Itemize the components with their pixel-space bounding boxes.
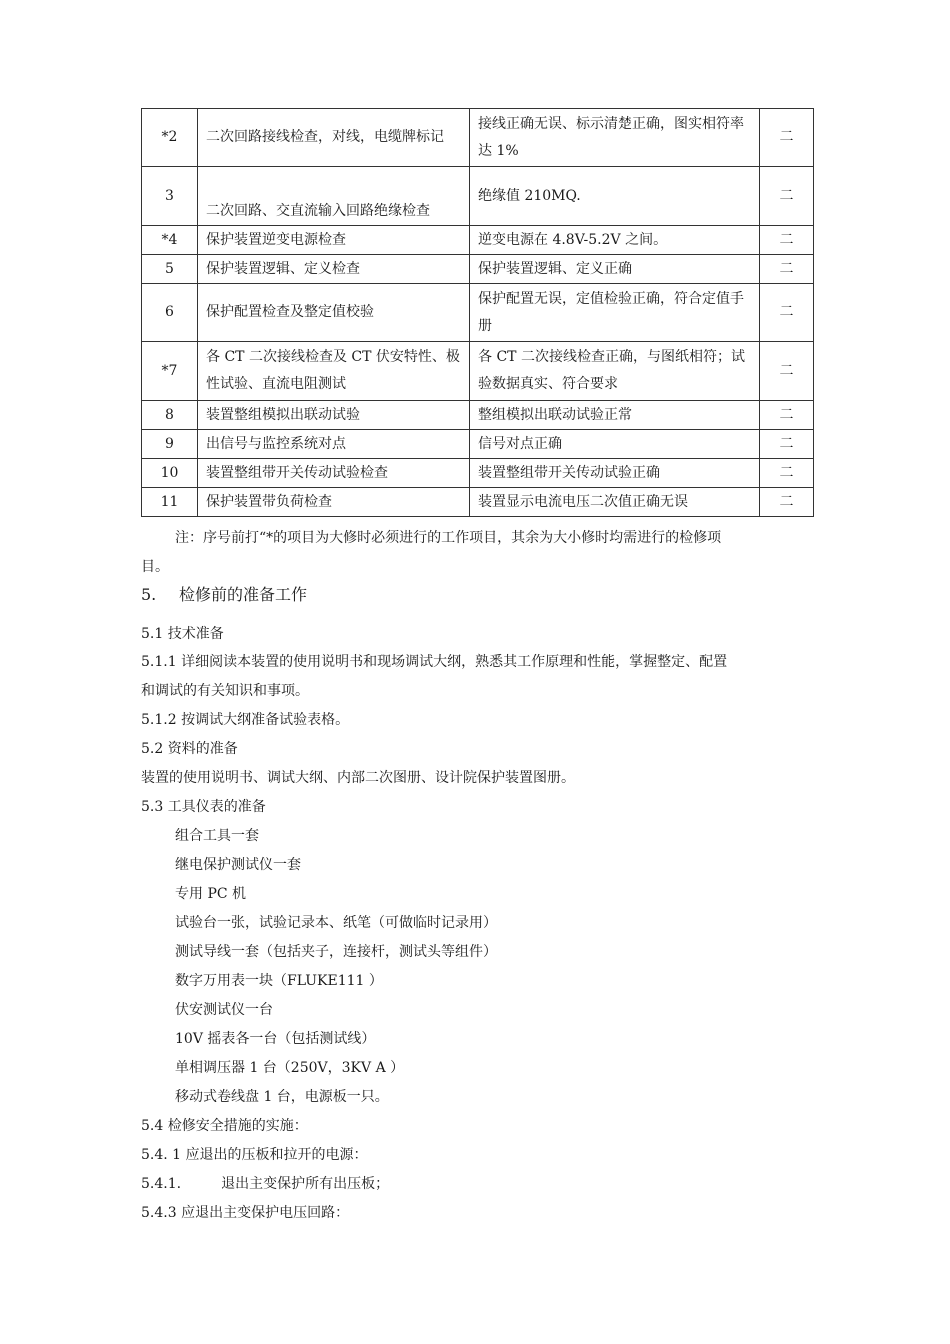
table-row <box>142 488 814 517</box>
item-class: 二 <box>760 109 814 167</box>
tool-list-item: 10V 摇表各一台（包括测试线） <box>175 1031 376 1047</box>
item-description: 二次回路、交直流输入回路绝缘检查 <box>198 167 470 226</box>
paragraph: 5.1.1 详细阅读本装置的使用说明书和现场调试大纲，熟悉其工作原理和性能，掌握整定、配置 <box>141 654 728 670</box>
item-number: *4 <box>142 226 198 255</box>
tool-list-item: 继电保护测试仪一套 <box>175 857 301 873</box>
clause-number: 5.4.1. <box>141 1176 182 1192</box>
paragraph-continued: 和调试的有关知识和事项。 <box>141 683 309 699</box>
inspection-items-table <box>141 108 814 517</box>
paragraph: 5.4.3 应退出主变保护电压回路： <box>141 1205 350 1221</box>
table-row <box>142 401 814 430</box>
tool-list-item: 移动式卷线盘 1 台，电源板一只。 <box>175 1089 389 1105</box>
table-row <box>142 430 814 459</box>
table-note-continued: 目。 <box>141 559 169 575</box>
item-description: 装置整组带开关传动试验检查 <box>198 459 470 488</box>
subsection-heading: 5.1 技术准备 <box>141 626 224 642</box>
item-class: 二 <box>760 284 814 342</box>
item-standard: 整组模拟出联动试验正常 <box>470 401 760 430</box>
item-class: 二 <box>760 401 814 430</box>
tool-list-item: 伏安测试仪一台 <box>175 1002 273 1018</box>
item-standard: 装置整组带开关传动试验正确 <box>470 459 760 488</box>
item-description: 二次回路接线检查，对线，电缆牌标记 <box>198 109 470 167</box>
tool-list-item: 数字万用表一块（FLUKE111 ） <box>175 973 383 989</box>
item-number: 9 <box>142 430 198 459</box>
tool-list-item: 单相调压器 1 台（250V，3KV A ） <box>175 1060 405 1076</box>
item-number: *7 <box>142 342 198 401</box>
table-row <box>142 167 814 226</box>
item-description: 保护装置带负荷检查 <box>198 488 470 517</box>
item-standard: 各 CT 二次接线检查正确，与图纸相符；试验数据真实、符合要求 <box>470 342 760 401</box>
paragraph: 装置的使用说明书、调试大纲、内部二次图册、设计院保护装置图册。 <box>141 770 575 786</box>
item-class: 二 <box>760 255 814 284</box>
item-standard: 保护装置逻辑、定义正确 <box>470 255 760 284</box>
subsection-heading: 5.2 资料的准备 <box>141 741 238 757</box>
item-description: 保护装置逻辑、定义检查 <box>198 255 470 284</box>
item-number: 8 <box>142 401 198 430</box>
item-standard: 接线正确无误、标示清楚正确，图实相符率达 1% <box>470 109 760 167</box>
item-description: 保护装置逆变电源检查 <box>198 226 470 255</box>
item-description: 出信号与监控系统对点 <box>198 430 470 459</box>
item-class: 二 <box>760 459 814 488</box>
clause-text: 退出主变保护所有出压板； <box>221 1176 390 1192</box>
item-number: *2 <box>142 109 198 167</box>
item-class: 二 <box>760 342 814 401</box>
item-standard: 保护配置无误，定值检验正确，符合定值手册 <box>470 284 760 342</box>
item-description: 保护配置检查及整定值校验 <box>198 284 470 342</box>
item-standard: 装置显示电流电压二次值正确无误 <box>470 488 760 517</box>
tool-list-item: 组合工具一套 <box>175 828 259 844</box>
item-number: 3 <box>142 167 198 226</box>
item-class: 二 <box>760 226 814 255</box>
item-class: 二 <box>760 488 814 517</box>
paragraph: 5.1.2 按调试大纲准备试验表格。 <box>141 712 350 728</box>
table-row <box>142 284 814 342</box>
item-number: 10 <box>142 459 198 488</box>
tool-list-item: 专用 PC 机 <box>175 886 247 902</box>
section-title: 检修前的准备工作 <box>179 585 308 604</box>
item-description: 装置整组模拟出联动试验 <box>198 401 470 430</box>
table-row <box>142 255 814 284</box>
item-standard: 信号对点正确 <box>470 430 760 459</box>
item-number: 5 <box>142 255 198 284</box>
table-row <box>142 226 814 255</box>
subsection-heading: 5.3 工具仪表的准备 <box>141 799 266 815</box>
tool-list-item: 测试导线一套（包括夹子，连接杆，测试头等组件） <box>175 944 497 960</box>
tool-list-item: 试验台一张，试验记录本、纸笔（可做临时记录用） <box>175 915 497 931</box>
section-number: 5. <box>141 585 157 604</box>
section-heading <box>141 585 307 605</box>
table-note: 注：序号前打“*的项目为大修时必须进行的工作项目，其余为大小修时均需进行的检修项 <box>175 530 722 546</box>
item-description: 各 CT 二次接线检查及 CT 伏安特性、极性试验、直流电阻测试 <box>198 342 470 401</box>
item-standard: 绝缘值 210MQ. <box>470 167 760 226</box>
table-row <box>142 459 814 488</box>
table-row <box>142 342 814 401</box>
paragraph: 5.4. 1 应退出的压板和拉开的电源： <box>141 1147 368 1163</box>
item-number: 11 <box>142 488 198 517</box>
item-class: 二 <box>760 430 814 459</box>
subsection-heading: 5.4 检修安全措施的实施： <box>141 1118 308 1134</box>
paragraph <box>141 1174 389 1194</box>
item-class: 二 <box>760 167 814 226</box>
item-number: 6 <box>142 284 198 342</box>
item-standard: 逆变电源在 4.8V-5.2V 之间。 <box>470 226 760 255</box>
table-row <box>142 109 814 167</box>
